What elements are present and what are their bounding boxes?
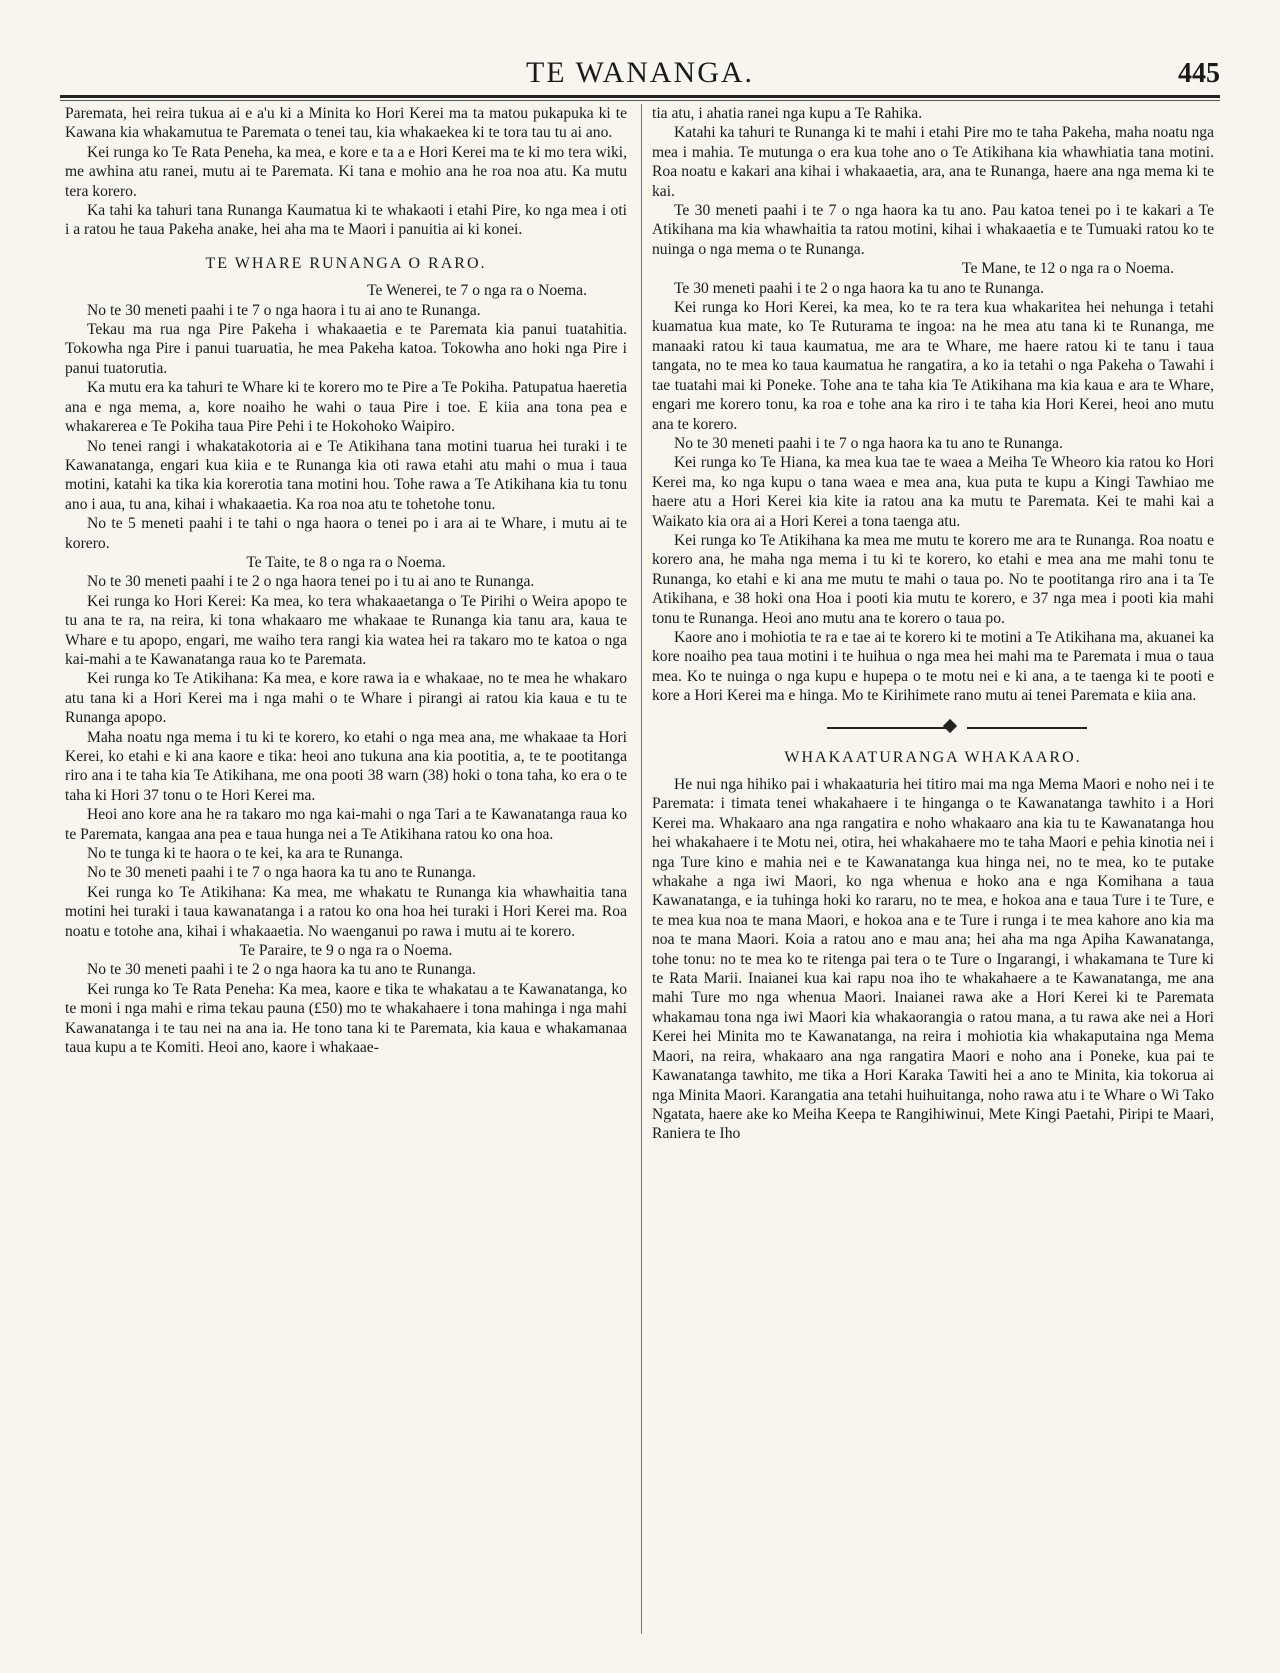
paragraph: No te 30 meneti paahi i te 2 o nga haora ka tu ano te Runanga.	[87, 961, 476, 979]
paragraph: No te 30 meneti paahi i te 7 o nga haora ka tu ano te Runanga.	[674, 434, 1063, 452]
ornament-line	[827, 727, 947, 729]
paragraph: tia atu, i ahatia ranei nga kupu a Te Rahika.	[652, 105, 923, 122]
paragraph: Te 30 meneti paahi i te 2 o nga haora ka tu ano te Runanga.	[674, 279, 1045, 297]
running-title: TE WANANGA.	[525, 56, 755, 89]
dateline: Te Mane, te 12 o nga ra o Noema.	[962, 260, 1174, 278]
section-heading: WHAKAATURANGA WHAKAARO.	[784, 748, 1082, 766]
section-ornament	[652, 720, 1214, 734]
page-number: 445	[1178, 58, 1220, 89]
paragraph: Kei runga ko Te Atikihana ka mea me mutu te korero me ara te Runanga. Roa noatu e korero ana, he maha nga mema i tu ki te korero, ko etahi e mea ana me mahi tonu te Runanga, ko etahi e ki ana me mutu te mahi o taua po. No te pootitanga riro ana i ta Te Atikihana, e 38 hoki ona Hoa i pooti kia mutu te korero, e 37 nga mea i pooti kia mahi tonu te Runanga. Heoi ano mutu ana te korero o taua po.	[652, 531, 1214, 627]
column-divider	[641, 104, 642, 1634]
paragraph: Kei runga ko Te Atikihana: Ka mea, e kore rawa ia e whakaae, no te mea he whakaro atu tana ki a Hori Kerei ma i nga mahi o te Whare i pirangi ai ratou kia kaua e tu te Runanga apopo.	[65, 670, 627, 727]
paragraph: Ka mutu era ka tahuri te Whare ki te korero mo te Pire a Te Pokiha. Patupatua haeretia ana e nga mema, a, kore noaiho he wahi o taua Pire i toe. E kiia ana tona pea e whakarerea e Te Pokiha taua Pire Pehi i te Hokohoko Waipiro.	[65, 379, 627, 436]
paragraph: Paremata, hei reira tukua ai e a'u ki a Minita ko Hori Kerei ma ta matou pukapuka ki te Kawana kia whakamutua te Paremata o tenei tau, kia whakaekea ki te tora tau tu ai ano.	[65, 105, 627, 142]
right-column	[652, 104, 1214, 1144]
paragraph: Te 30 meneti paahi i te 7 o nga haora ka tu ano. Pau katoa tenei po i te kakari a Te Atikihana ma kia whawhaitia ta ratou motini, kihai i whakaaetia e te Tumuaki ratou ko te nuinga o nga mema o te Runanga.	[652, 202, 1214, 258]
header-rule	[60, 95, 1220, 98]
left-column	[65, 104, 627, 1058]
dateline: Te Wenerei, te 7 o nga ra o Noema.	[367, 282, 587, 300]
diamond-icon	[943, 719, 957, 733]
header-rule-thin	[60, 100, 1220, 101]
paragraph: Kei runga ko Hori Kerei, ka mea, ko te ra tera kua whakaritea hei nehunga i tetahi kuamatua kua mate, ko Te Ruturama te ingoa: na he mea atu tana ki te Runanga, me manaaki ratou ki taua kaumatua, me ara te Whare, me haere ratou ki te tanu i taua tangata, no te mea ko taua kaumatua he rangatira, a ko ia tetahi o nga Pakeha o Tawahi i tae tuatahi mai ki Poneke. Tohe ana te taha kia Te Atikihana ma kia kaua e ara te Whare, engari me korero tonu, ka roa e tohe ana ka riro i te taha kia Hori Kerei, heoi ano mutu ana te korero.	[652, 299, 1214, 433]
paragraph: No te tunga ki te haora o te kei, ka ara te Runanga.	[87, 845, 404, 863]
paragraph: Kei runga ko Te Hiana, ka mea kua tae te waea a Meiha Te Wheoro kia ratou ko Hori Kerei ma, ko nga kupu o tana waea e mea ana, kua puta te kupu a Kingi Tawhiao me haere atu a Hori Kerei kia kite ia ratou ana ka mutu te Paremata. Kei te mahi kai a Waikato kia ora ai a Hori Kerei a tona taenga atu.	[652, 454, 1214, 530]
paragraph: No te 30 meneti paahi i te 7 o nga haora i tu ai ano te Runanga.	[87, 301, 481, 319]
paragraph: Tekau ma rua nga Pire Pakeha i whakaaetia e te Paremata kia panui tuatahitia. Tokowha nga Pire i panui tuaruatia, he mea Pakeha katoa. Tokowha ano hoki nga Pire i panui tuatorutia.	[65, 321, 627, 377]
paragraph: Kei runga ko Te Rata Peneha: Ka mea, kaore e tika te whakatau a te Kawanatanga, ko te moni i nga mahi e rima tekau pauna (£50) mo te whakahaere i tona mahinga i nga mahi Kawanatanga i te tau nei na ana ia. He tono tana ki te Paremata, kia kaua e whakamanaa taua kupu a te Komiti. Heoi ano, kaore i whakaae-	[65, 980, 627, 1057]
paragraph: Kei runga ko Te Atikihana: Ka mea, me whakatu te Runanga kia whawhaitia tana motini hei turaki i taua kawanatanga i a ratou ko ona hoa hei turaki i Hori Kerei ma. Roa noatu e totohe ana, kihai i whakaaetia. No waenganui po rawa i mutu ai te korero.	[65, 883, 627, 940]
paragraph: No te 30 meneti paahi i te 7 o nga haora ka tu ano te Runanga.	[87, 864, 476, 882]
paragraph: Kei runga ko Hori Kerei: Ka mea, ko tera whakaaetanga o Te Pirihi o Weira apopo te tu ana te ra, na reira, ki tona whakaaro me whakaae te Runanga kia tanu ara, kaua te Whare e tu apopo, engari, me waiho tera rangi kia watea hei ra takaro mo te katoa o nga kai-mahi a te Kawanatanga raua ko te Paremata.	[65, 592, 627, 668]
paragraph: Ka tahi ka tahuri tana Runanga Kaumatua ki te whakaoti i etahi Pire, ko nga mea i oti i a ratou he taua Pakeha anake, hei aha ma te Maori i panuitia ai ki konei.	[65, 202, 627, 239]
ornament-line	[967, 727, 1087, 729]
section-heading: TE WHARE RUNANGA O RARO.	[205, 254, 487, 272]
paragraph: No te 5 meneti paahi i te tahi o nga haora o tenei po i ara ai te Whare, i mutu ai te korero.	[65, 515, 627, 552]
dateline: Te Taite, te 8 o nga ra o Noema.	[246, 553, 446, 571]
dateline: Te Paraire, te 9 o nga ra o Noema.	[239, 942, 453, 960]
paragraph: He nui nga hihiko pai i whakaaturia hei titiro mai ma nga Mema Maori e noho nei i te Paremata: i timata tenei whakahaere i te hinganga o te Kawanatanga tawhito i a Hori Kerei ma. Whakaaro ana nga rangatira e noho whakaaro ana kia tu te Kawanatanga hou hei whakahaere i te Motu nei, otira, hei whakahaere mo te taha Maori e pehia kinotia nei i nga Ture kino e mahia nei e te Kawanatanga kua hinga nei, no te mea, ko te putake whakahe a nga iwi Maori, ko nga whenua e hoko ana e nga Komihana a taua Kawanatanga, e ia tuhinga hoki ko rararu, no te mea, e hokoa ana e taua Ture i te Ture, e te mea kua noa te mana Maori, e hokoa ana e te Ture i runga i te mea kahore ano kia ma noa te mana Maori. Koia a ratou ano e mau ana; hei aha ma nga Apiha Kawanatanga, tohe tonu: no te mea ko te ritenga pai tera o te Ture o Ingarangi, i whakamana te Ture ki te Rata Marii. Inaianei kua kai rapu noa iho te whakahaere a te Kawanatanga, me ana mahi Ture mo nga whenua Maori. Inaianei rawa ake a Hori Kerei ki te Paremata whakamau tona nga iwi Maori kia whakaorangia o ratou mana, a tu rawa ake nei a Hori Kerei hei Minita mo te Kawanatanga, na reira i mohiotia kia whakaputaina nga Mema Maori, na reira, whakaaro ana nga rangatira Maori e noho ana i Poneke, kua pai te Kawanatanga tawhito, me tika a Hori Karaka Tawiti hei a ano te Minita, kia tokorua ai nga Minita Maori. Karangatia ana tetahi huihuitanga, noho rawa atu i te Whare o Wi Tako Ngatata, haere ake ko Meiha Keepa te Rangihiwinui, Mete Kingi Paetahi, Piripi te Maari, Raniera te Iho	[652, 776, 1214, 1143]
paragraph: Kei runga ko Te Rata Peneha, ka mea, e kore e ta a e Hori Kerei ma te ki mo tera wiki, me awhina atu ranei, mutu ai te Paremata. Ki tana e mohio ana he roa noa atu. Ka mutu tera korero.	[65, 143, 627, 200]
page-header	[60, 56, 1220, 96]
paragraph: Kaore ano i mohiotia te ra e tae ai te korero ki te motini a Te Atikihana ma, akuanei ka kore noaiho pea taua motini i te huihua o nga mea hei mahi ma te Paremata i mua o taua mea. Ko te nuinga o nga kupu e hupepa o te motu nei e ki ana, a te taenga ki te pooti e kore a Hori Kerei ma e hinga. Mo te Kirihimete rano mutu ai tenei Paremata e kiia ana.	[652, 628, 1214, 705]
paragraph: Heoi ano kore ana he ra takaro mo nga kai-mahi o nga Tari a te Kawanatanga raua ko te Paremata, kangaa ana pea e taua hunga nei a Te Atikihana ratou ko ona hoa.	[65, 806, 627, 843]
paragraph: No tenei rangi i whakatakotoria ai e Te Atikihana tana motini tuarua hei turaki i te Kawanatanga, engari kua kiia e te Runanga kia oti rawa etahi atu mahi o mua i taua motini, katahi ka tika kia korerotia tana motini hou. Tohe rawa a Te Atikihana kia tu tonu ano i aua, tu ana, kihai i whakaaetia. Ka roa noa atu te tohetohe tonu.	[65, 437, 627, 513]
paragraph: No te 30 meneti paahi i te 2 o nga haora tenei po i tu ai ano te Runanga.	[87, 573, 535, 591]
paragraph: Maha noatu nga mema i tu ki te korero, ko etahi o nga mea ana, me whakaae ta Hori Kerei, ko etahi e ki ana kaore e tika: heoi ano tukuna ana kia pootitia, a, te te pootitanga riro ana i te taha kia Te Atikihana, me ona pooti 38 warn (38) hoki o tona taha, ko era o te taha ki Hori 37 tonu o te Hori Kerei ma.	[65, 728, 627, 804]
paragraph: Katahi ka tahuri te Runanga ki te mahi i etahi Pire mo te taha Pakeha, maha noatu nga mea i mahia. Te mutunga o era kua tohe ano o Te Atikihana kia whawhiatia tana motini. Roa noatu e kakari ana kihai i whakaaetia, ara, ana te Runanga, haere ana nga mema ki te kai.	[652, 124, 1214, 200]
